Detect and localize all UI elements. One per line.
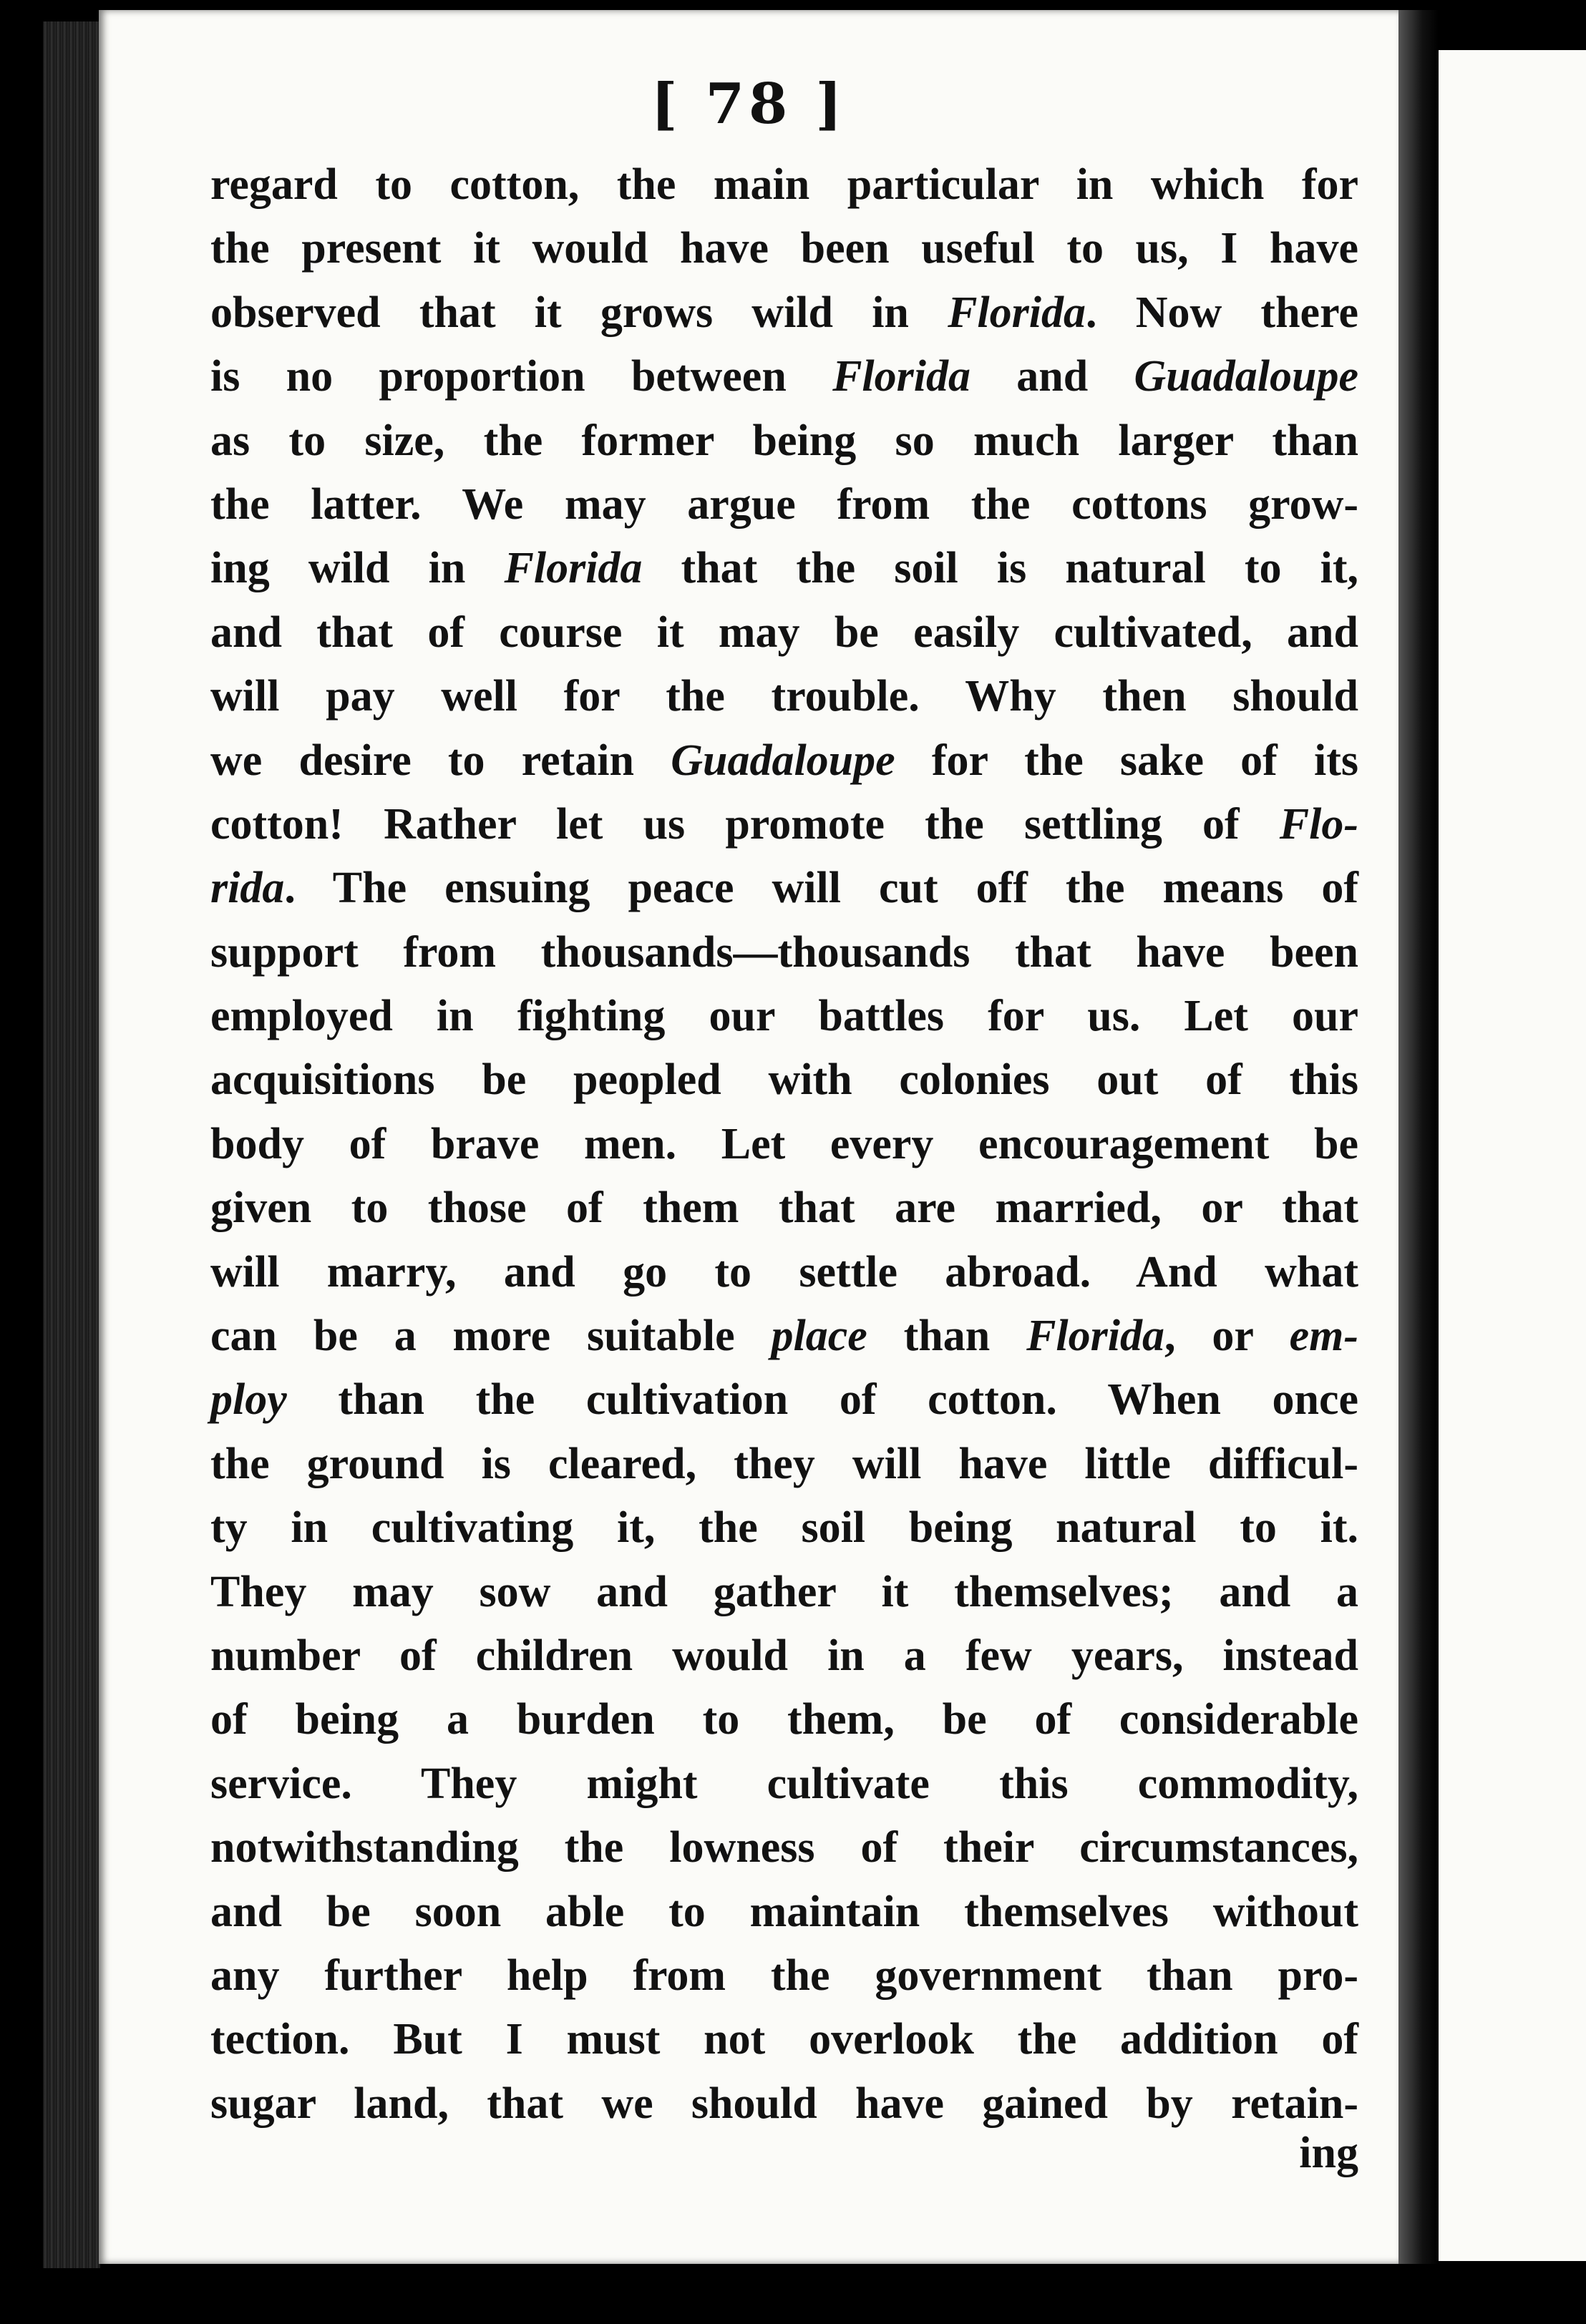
text-line: as to size, the former being so much larger than bbox=[210, 416, 1358, 465]
book-binding-edge bbox=[43, 21, 100, 2268]
text-line: will marry, and go to settle abroad. And what bbox=[210, 1247, 1358, 1297]
text-line: cotton! Rather let us promote the settling of Flo- bbox=[210, 799, 1358, 849]
text-line: and be soon able to maintain themselves without bbox=[210, 1887, 1358, 1936]
text-line: sugar land, that we should have gained by retain- bbox=[210, 2079, 1358, 2128]
text-line: can be a more suitable place than Florida, or em- bbox=[210, 1312, 1358, 1361]
text-line: given to those of them that are married, or that bbox=[210, 1183, 1358, 1233]
text-line: acquisitions be peopled with colonies out of this bbox=[210, 1055, 1358, 1105]
body-text bbox=[210, 153, 1358, 2136]
text-line: is no proportion between Florida and Guadaloupe bbox=[210, 352, 1358, 401]
text-line: rida. The ensuing peace will cut off the means of bbox=[210, 864, 1358, 913]
text-line: notwithstanding the lowness of their circumstances, bbox=[210, 1823, 1358, 1873]
catchword: ing bbox=[1299, 2129, 1358, 2177]
text-line: regard to cotton, the main particular in which for bbox=[210, 160, 1358, 209]
text-line: the present it would have been useful to us, I have bbox=[210, 224, 1358, 273]
text-line: They may sow and gather it themselves; and a bbox=[210, 1567, 1358, 1616]
text-line: service. They might cultivate this commodity, bbox=[210, 1759, 1358, 1808]
text-line: the ground is cleared, they will have little difficul- bbox=[210, 1439, 1358, 1488]
text-line: body of brave men. Let every encouragement be bbox=[210, 1119, 1358, 1168]
text-line: any further help from the government than pro- bbox=[210, 1951, 1358, 2000]
text-line: ploy than the cultivation of cotton. When once bbox=[210, 1375, 1358, 1425]
page-gutter bbox=[1398, 10, 1439, 2264]
text-line: and that of course it may be easily cultivated, and bbox=[210, 607, 1358, 657]
text-line: we desire to retain Guadaloupe for the sake of its bbox=[210, 736, 1359, 785]
text-line: of being a burden to them, be of considerable bbox=[210, 1695, 1358, 1744]
text-line: support from thousands—thousands that have been bbox=[210, 927, 1358, 977]
text-line: the latter. We may argue from the cottons grow- bbox=[210, 479, 1358, 529]
text-line: observed that it grows wild in Florida. Now there bbox=[210, 288, 1358, 337]
text-line: tection. But I must not overlook the addition of bbox=[210, 2015, 1358, 2064]
text-line: ing wild in Florida that the soil is natural to it, bbox=[210, 544, 1358, 593]
page-number: [ 78 ] bbox=[651, 72, 847, 137]
text-line: number of children would in a few years, instead bbox=[210, 1631, 1358, 1680]
text-line: employed in fighting our battles for us. Let our bbox=[210, 992, 1358, 1041]
text-line: will pay well for the trouble. Why then should bbox=[210, 672, 1358, 721]
book-page bbox=[99, 10, 1398, 2264]
facing-page-edge bbox=[1439, 50, 1586, 2261]
text-line: ty in cultivating it, the soil being natural to it. bbox=[210, 1503, 1358, 1553]
